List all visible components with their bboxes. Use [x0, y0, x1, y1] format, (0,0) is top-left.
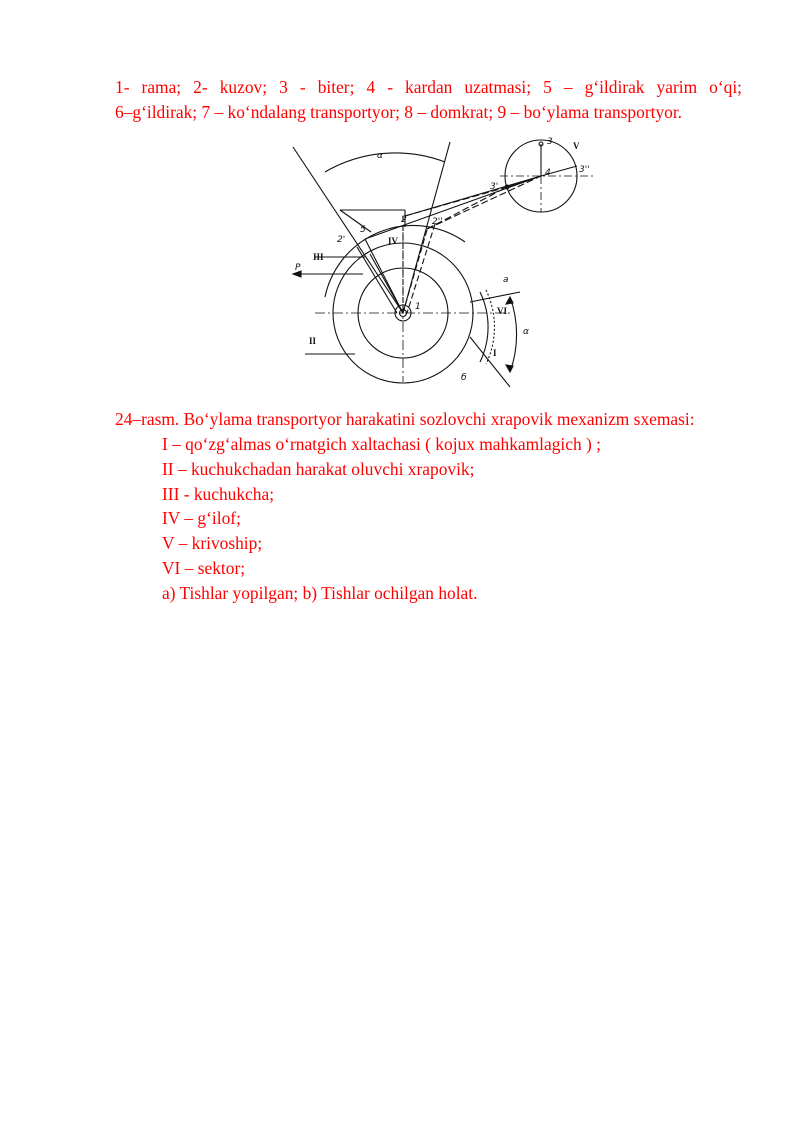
label-1: 1	[415, 302, 421, 312]
label-roman-iii: III	[313, 252, 324, 262]
label-3-double-prime: 3''	[579, 165, 590, 175]
label-2: 2	[401, 215, 407, 225]
list-item: a) Tishlar yopilgan; b) Tishlar ochilgan holat.	[162, 582, 478, 603]
label-4: 4	[545, 168, 551, 178]
label-a: a	[503, 275, 509, 285]
label-3-prime: 3'	[490, 182, 499, 192]
list-item: I – qo‘zg‘almas o‘rnatgich xaltachasi ( kojux mahkamlagich ) ;	[162, 434, 601, 454]
label-roman-i: I	[493, 348, 497, 358]
caption-item-list	[162, 432, 601, 606]
legend-paragraph	[115, 75, 742, 100]
list-item: IV – g‘ilof;	[162, 508, 241, 529]
label-p: P	[295, 263, 301, 273]
list-item: V – krivoship;	[162, 533, 263, 554]
label-roman-ii: II	[309, 336, 317, 346]
label-2-double-prime: 2''	[432, 217, 443, 227]
label-alpha-right: α	[523, 327, 529, 337]
list-item: III - kuchukcha;	[162, 483, 275, 504]
label-roman-vi: VI	[497, 306, 508, 316]
figure-caption: 24–rasm. Bo‘ylama transportyor harakatini sozlovchi xrapovik mexanizm sxemasi:	[115, 409, 695, 429]
label-alpha-top: α	[377, 151, 383, 161]
label-5: 5	[360, 225, 366, 235]
legend-line-2: 6–g‘ildirak; 7 – ko‘ndalang transportyor; 8 – domkrat; 9 – bo‘ylama transportyor.	[115, 102, 683, 122]
label-6: б	[461, 373, 467, 383]
legend-line-1: 1- rama; 2- kuzov; 3 - biter; 4 - kardan uzatmasi; 5 – g‘ildirak yarim o‘qi;	[115, 77, 742, 97]
list-item: II – kuchukchadan harakat oluvchi xrapovik;	[162, 458, 475, 479]
label-roman-v: V	[573, 141, 580, 151]
label-3: 3	[547, 137, 553, 147]
legend-paragraph-end	[115, 100, 742, 125]
ratchet-mechanism-diagram	[285, 132, 600, 390]
label-roman-iv: IV	[388, 236, 399, 246]
list-item: VI – sektor;	[162, 557, 246, 578]
label-2-prime: 2'	[337, 235, 346, 245]
